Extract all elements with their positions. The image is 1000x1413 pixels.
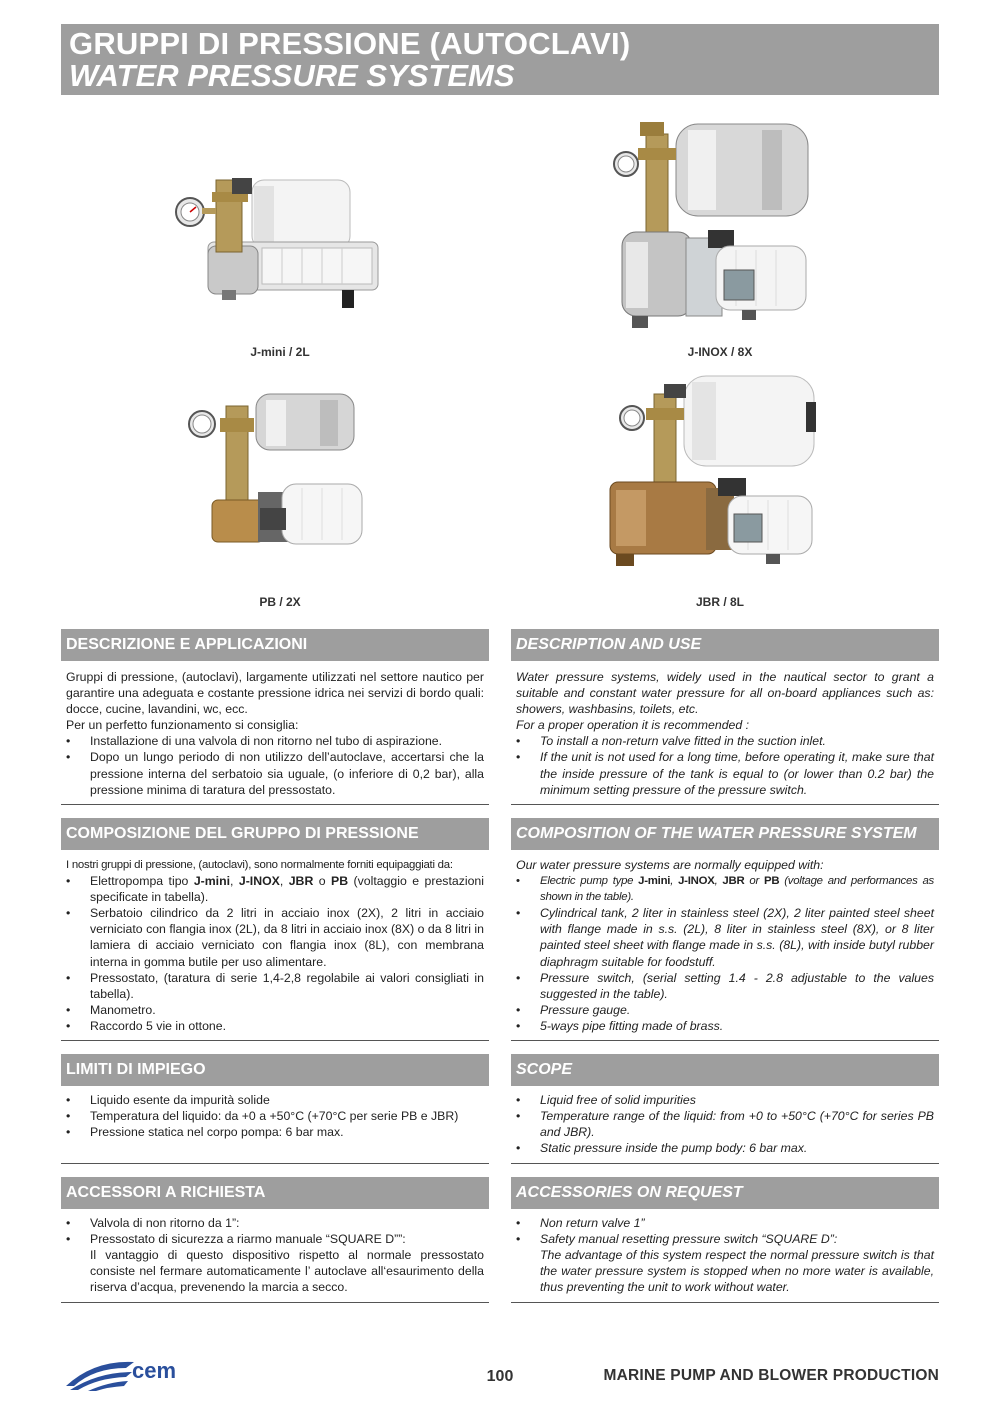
list-item: • Non return valve 1”: [516, 1215, 934, 1231]
cem-logo: [64, 1356, 190, 1397]
section-note: Il vantaggio di questo dispositivo rispetto al normale pressostato consiste nel fermare automaticamente l’ autoclave all‘esaurimento della riserva d’acqua, prevenendo la marcia a secco.: [90, 1248, 484, 1295]
list-item: • Raccordo 5 vie in ottone.: [66, 1018, 484, 1034]
section-heading-accessori: ACCESSORI A RICHIESTA: [61, 1177, 489, 1209]
list-item: • Manometro.: [66, 1002, 484, 1018]
svg-text:cem: cem: [132, 1358, 177, 1383]
list-item: • Electric pump type J-mini, J-INOX, JBR or PB (voltage and performances as shown in the table).: [516, 873, 934, 905]
list-item: • If the unit is not used for a long time, before operating it, make sure that the inside pressure of the tank is equal to (or lower than 0.2 bar) the minimum setting pressure of the pressure switch.: [516, 749, 934, 797]
section-intro: Gruppi di pressione, (autoclavi), largamente utilizzati nel settore nautico per garantire una adeguata e costante pressione idrica nei servizi di bordo quali: docce, cucine, lavandini, wc, ecc.: [66, 670, 484, 717]
section-note: The advantage of this system respect the normal pressure switch is that the water pressure system is stopped when no more water is available, thus preventing the unit to work without water.: [540, 1248, 934, 1295]
section-heading-composizione: COMPOSIZIONE DEL GRUPPO DI PRESSIONE: [61, 818, 489, 850]
list-item: • Temperatura del liquido: da +0 a +50°C (+70°C per serie PB e JBR): [66, 1108, 484, 1124]
section-body-description: [511, 669, 939, 805]
list-item: • Pressostato di sicurezza a riarmo manuale “SQUARE D””:: [66, 1231, 484, 1247]
page-title-italian: GRUPPI DI PRESSIONE (AUTOCLAVI): [69, 26, 631, 61]
list-item: • Static pressure inside the pump body: 6 bar max.: [516, 1140, 934, 1156]
product-caption-jinox-8x: J-INOX / 8X: [687, 345, 753, 359]
product-caption-pb-2x: PB / 2X: [259, 595, 301, 609]
product-image-jmini-2l: [172, 172, 384, 314]
list-item: • To install a non-return valve fitted in the suction inlet.: [516, 733, 934, 749]
bullet-list: [516, 1092, 934, 1156]
list-item: • Pressure gauge.: [516, 1002, 934, 1018]
list-item: • Liquido esente da impurità solide: [66, 1092, 484, 1108]
product-image-jinox-8x: [612, 120, 812, 335]
list-item: • Temperature range of the liquid: from +0 to +50°C (+70°C for series PB and JBR).: [516, 1108, 934, 1140]
section-body-accessori: [61, 1215, 489, 1303]
section-lead: Per un perfetto funzionamento si consiglia:: [66, 718, 299, 733]
section-body-scope: [511, 1092, 939, 1164]
bullet-list: [516, 1215, 934, 1247]
section-body-accessories: [511, 1215, 939, 1303]
bullet-list: [516, 733, 934, 797]
bullet-list: [66, 733, 484, 797]
list-item: • Pressure switch, (serial setting 1.4 - 2.8 adjustable to the values suggested in the table).: [516, 970, 934, 1002]
section-body-descrizione: [61, 669, 489, 805]
section-intro: Our water pressure systems are normally equipped with:: [516, 858, 824, 872]
section-heading-description: DESCRIPTION AND USE: [511, 629, 939, 661]
list-item: • Pressostato, (taratura di serie 1,4-2,8 regolabile ai valori consigliati in tabella).: [66, 970, 484, 1002]
product-caption-jbr-8l: JBR / 8L: [695, 595, 744, 609]
list-item: • Dopo un lungo periodo di non utilizzo dell’autoclave, accertarsi che la pressione interna del serbatoio sia uguale, (o inferiore di 0,2 bar), alla pressione minima di taratura del pressostato.: [66, 749, 484, 797]
list-item: • Cylindrical tank, 2 liter in stainless steel (2X), 2 liter painted steel sheet with flange made in s.s. (2L), 8 liter in stainless steel (8X), or 8 liter painted steel sheet with flange made in s.s. (8L), with inside butyl rubber diaphragm suitable for foodstuff.: [516, 905, 934, 969]
list-item: • 5-ways pipe fitting made of brass.: [516, 1018, 934, 1034]
list-item: • Pressione statica nel corpo pompa: 6 bar max.: [66, 1124, 484, 1140]
product-caption-jmini-2l: J-mini / 2L: [250, 345, 310, 359]
section-intro: Water pressure systems, widely used in the nautical sector to grant a suitable and constant water pressure for all on-board appliances such as: showers, washbasins, toilets, etc.: [516, 670, 934, 717]
list-item: • Safety manual resetting pressure switch “SQUARE D”:: [516, 1231, 934, 1247]
list-item: • Serbatoio cilindrico da 2 litri in acciaio inox (2X), 2 litri in acciaio verniciato con flangia inox (2L), da 8 litri in acciaio inox (8X) o da 8 litri in lamiera di acciaio verniciato con flangia inox (8L), con membrana interna in gomma butile per uso alimentare.: [66, 905, 484, 969]
product-image-pb-2x: [186, 388, 366, 554]
page-title-english: WATER PRESSURE SYSTEMS: [69, 58, 515, 93]
bullet-list: [66, 1092, 484, 1140]
section-heading-composition: COMPOSITION OF THE WATER PRESSURE SYSTEM: [511, 818, 939, 850]
page-title-bar: [61, 24, 939, 95]
list-item: • Liquid free of solid impurities: [516, 1092, 934, 1108]
section-heading-descrizione: DESCRIZIONE E APPLICAZIONI: [61, 629, 489, 661]
section-heading-accessories: ACCESSORIES ON REQUEST: [511, 1177, 939, 1209]
list-item: • Installazione di una valvola di non ritorno nel tubo di aspirazione.: [66, 733, 484, 749]
list-item: • Elettropompa tipo J-mini, J-INOX, JBR o PB (voltaggio e prestazioni specificate in tabella).: [66, 873, 484, 905]
product-image-jbr-8l: [606, 372, 818, 572]
section-heading-limiti: LIMITI DI IMPIEGO: [61, 1054, 489, 1086]
bullet-list: [66, 1215, 484, 1247]
section-body-composition: [511, 857, 939, 1041]
bullet-list: [66, 873, 484, 1034]
page-number: 100: [486, 1368, 514, 1385]
section-body-composizione: [61, 857, 489, 1041]
list-item: • Valvola di non ritorno da 1”:: [66, 1215, 484, 1231]
footer-tagline: MARINE PUMP AND BLOWER PRODUCTION: [603, 1367, 939, 1384]
bullet-list: [516, 873, 934, 1034]
section-body-limiti: [61, 1092, 489, 1164]
section-heading-scope: SCOPE: [511, 1054, 939, 1086]
section-intro: I nostri gruppi di pressione, (autoclavi), sono normalmente forniti equipaggiati da:: [66, 859, 453, 871]
section-lead: For a proper operation it is recommended :: [516, 718, 750, 733]
